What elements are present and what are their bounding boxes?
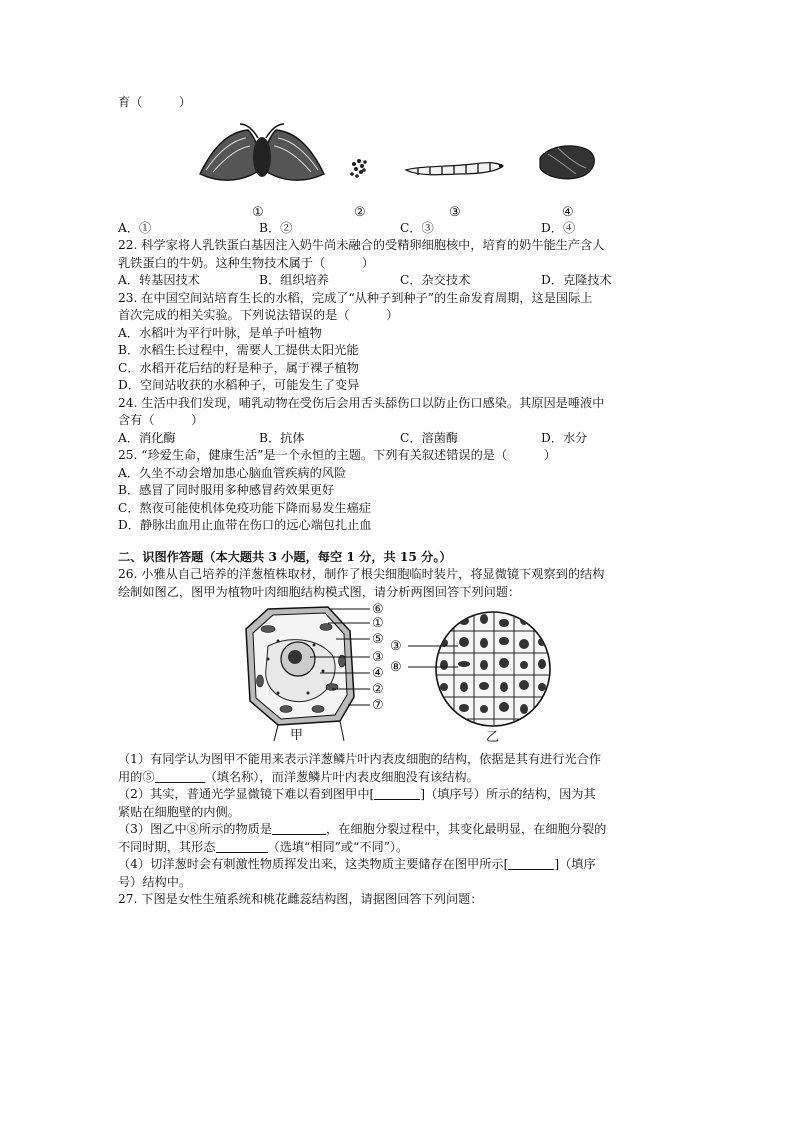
q21-option-c[interactable]: C．③ <box>400 220 434 235</box>
q23-option-b[interactable]: B．水稻生长过程中，需要人工提供太阳光能 <box>118 343 359 357</box>
q27-stem-line-1: 27. 下图是女性生殖系统和桃花雌蕊结构图，请据图回答下列问题： <box>118 892 483 906</box>
jia-label-5: ⑤ <box>372 632 384 647</box>
q26-sub3-line-1 <box>118 821 678 839</box>
yi-label-3: ③ <box>390 639 402 654</box>
jia-label-7: ⑦ <box>372 698 384 713</box>
plant-cell-diagram <box>246 607 370 741</box>
q24-stem-line-2: 含有（ ） <box>118 413 204 427</box>
q24-options <box>118 430 678 448</box>
q24-option-b[interactable]: B．抗体 <box>259 430 305 445</box>
q21-option-a[interactable]: A．① <box>118 220 152 235</box>
q26-sub1-line-2 <box>118 769 678 787</box>
q25-stem-line-1: 25. “珍爱生命，健康生活”是一个永恒的主题。下列有关叙述错误的是（ ） <box>118 448 556 462</box>
q26-sub4-line-2: 号）结构中。 <box>118 874 192 889</box>
q21-figure-labels <box>118 204 678 220</box>
caption-jia: 甲 <box>290 728 304 743</box>
q26-sub1-prefix: 用的⑤ <box>118 769 155 784</box>
q25-option-c[interactable]: C．熬夜可能使机体免疫功能下降而易发生癌症 <box>118 500 372 515</box>
eggs-image <box>350 159 367 178</box>
q26-sub2-line-1 <box>118 786 678 804</box>
q26-sub4-line-1 <box>118 856 678 874</box>
jia-label-2: ② <box>372 682 384 697</box>
caption-yi: 乙 <box>486 730 500 745</box>
q25-option-a[interactable]: A．久坐不动会增加患心脑血管疾病的风险 <box>118 465 347 480</box>
jia-label-6: ⑥ <box>372 602 384 617</box>
fig-label-4: ④ <box>562 204 574 220</box>
moth-image <box>200 124 324 180</box>
q26-sub1-suffix: （填名称），而洋葱鳞片叶内表皮细胞没有该结构。 <box>204 769 479 784</box>
section-2-title: 二、识图作答题（本大题共 3 小题，每空 1 分，共 15 分。） <box>118 549 452 564</box>
q21-option-d[interactable]: D．④ <box>541 220 576 235</box>
answer-blank-4[interactable] <box>216 840 268 853</box>
q26-sub3-prefix: （3）图乙中⑧所示的物质是 <box>118 822 273 836</box>
q23-option-d[interactable]: D．空间站收获的水稻种子，可能发生了变异 <box>118 378 360 392</box>
q24-option-d[interactable]: D．水分 <box>541 430 588 445</box>
silkworm-lifecycle-figure <box>118 112 678 204</box>
answer-blank-2[interactable] <box>374 787 420 800</box>
q23-option-a[interactable]: A．水稻叶为平行叶脉，是单子叶植物 <box>118 325 322 340</box>
q26-stem-line-1: 26. 小雅从自己培养的洋葱植株取材，制作了根尖细胞临时装片，将显微镜下观察到的结构 <box>118 567 605 581</box>
jia-label-3: ③ <box>372 650 384 665</box>
q24-option-c[interactable]: C．溶菌酶 <box>400 430 459 445</box>
fig-label-2: ② <box>354 204 366 220</box>
q22-option-b[interactable]: B．组织培养 <box>259 273 329 287</box>
q21-options <box>118 220 678 238</box>
q23-stem-line-2: 首次完成的相关实验。下列说法错误的是（ ） <box>118 308 399 322</box>
q22-option-a[interactable]: A．转基因技术 <box>118 273 200 287</box>
jia-label-4: ④ <box>372 666 384 681</box>
q25-option-b[interactable]: B．感冒了同时服用多种感冒药效果更好 <box>118 483 335 497</box>
q21-stem-tail: 育（ ） <box>118 95 192 109</box>
q26-sub4-prefix: （4）切洋葱时会有刺激性物质挥发出来，这类物质主要储存在图甲所示[ <box>118 857 509 871</box>
q26-sub2-line-2: 紧贴在细胞壁的内侧。 <box>118 804 240 819</box>
q24-option-a[interactable]: A．消化酶 <box>118 430 176 445</box>
exam-page <box>118 94 678 909</box>
q25-option-d[interactable]: D．静脉出血用止血带在伤口的远心端包扎止血 <box>118 518 372 532</box>
q26-sub4-suffix: ]（填序 <box>554 857 596 871</box>
q26-stem-line-2: 绘制如图乙，图甲为植物叶肉细胞结构模式图，请分析两图回答下列问题： <box>118 584 521 599</box>
q26-sub3-middle: ，在细胞分裂过程中，其变化最明显，在细胞分裂的 <box>326 822 607 836</box>
answer-blank-5[interactable] <box>508 857 554 870</box>
q24-stem-line-1: 24. 生活中我们发现，哺乳动物在受伤后会用舌头舔伤口以防止伤口感染。其原因是唾液中 <box>118 395 605 410</box>
fig-label-3: ③ <box>449 204 461 220</box>
larva-image <box>406 162 503 174</box>
jia-label-1: ① <box>372 616 384 631</box>
q26-sub3-suffix: （选填“相同”或“不同”）。 <box>267 839 409 854</box>
q21-option-b[interactable]: B．② <box>259 220 293 235</box>
fig-label-1: ① <box>252 204 264 220</box>
q26-sub1-line-1: （1）有同学认为图甲不能用来表示洋葱鳞片叶内表皮细胞的结构，依据是其有进行光合作 <box>118 752 602 766</box>
pupa-image <box>540 145 594 178</box>
q22-option-c[interactable]: C．杂交技术 <box>400 273 471 287</box>
q22-options <box>118 272 678 290</box>
answer-blank-1[interactable] <box>155 770 205 783</box>
q22-option-d[interactable]: D．克隆技术 <box>541 273 612 287</box>
q26-sub3-prefix-2: 不同时期，其形态 <box>118 839 216 854</box>
answer-blank-3[interactable] <box>272 822 326 835</box>
q23-stem-line-1: 23. 在中国空间站培育生长的水稻，完成了“从种子到种子”的生命发育周期，这是国际上 <box>118 290 593 305</box>
q23-option-c[interactable]: C．水稻开花后结的籽是种子，属于裸子植物 <box>118 360 359 375</box>
root-tip-microscope-diagram <box>408 601 550 741</box>
q22-stem-line-1: 22. 科学家将人乳铁蛋白基因注入奶牛尚未融合的受精卵细胞核中，培育的奶牛能生产含人 <box>118 238 605 252</box>
q26-sub3-line-2 <box>118 839 678 857</box>
q21-figure <box>118 112 678 204</box>
q26-sub2-prefix: （2）其实，普通光学显微镜下难以看到图甲中[ <box>118 787 375 801</box>
q26-figure <box>118 601 678 751</box>
yi-label-8: ⑧ <box>390 660 402 675</box>
q26-sub2-suffix: ]（填序号）所示的结构，因为其 <box>420 787 596 801</box>
q22-stem-line-2: 乳铁蛋白的牛奶。这种生物技术属于（ ） <box>118 255 374 270</box>
